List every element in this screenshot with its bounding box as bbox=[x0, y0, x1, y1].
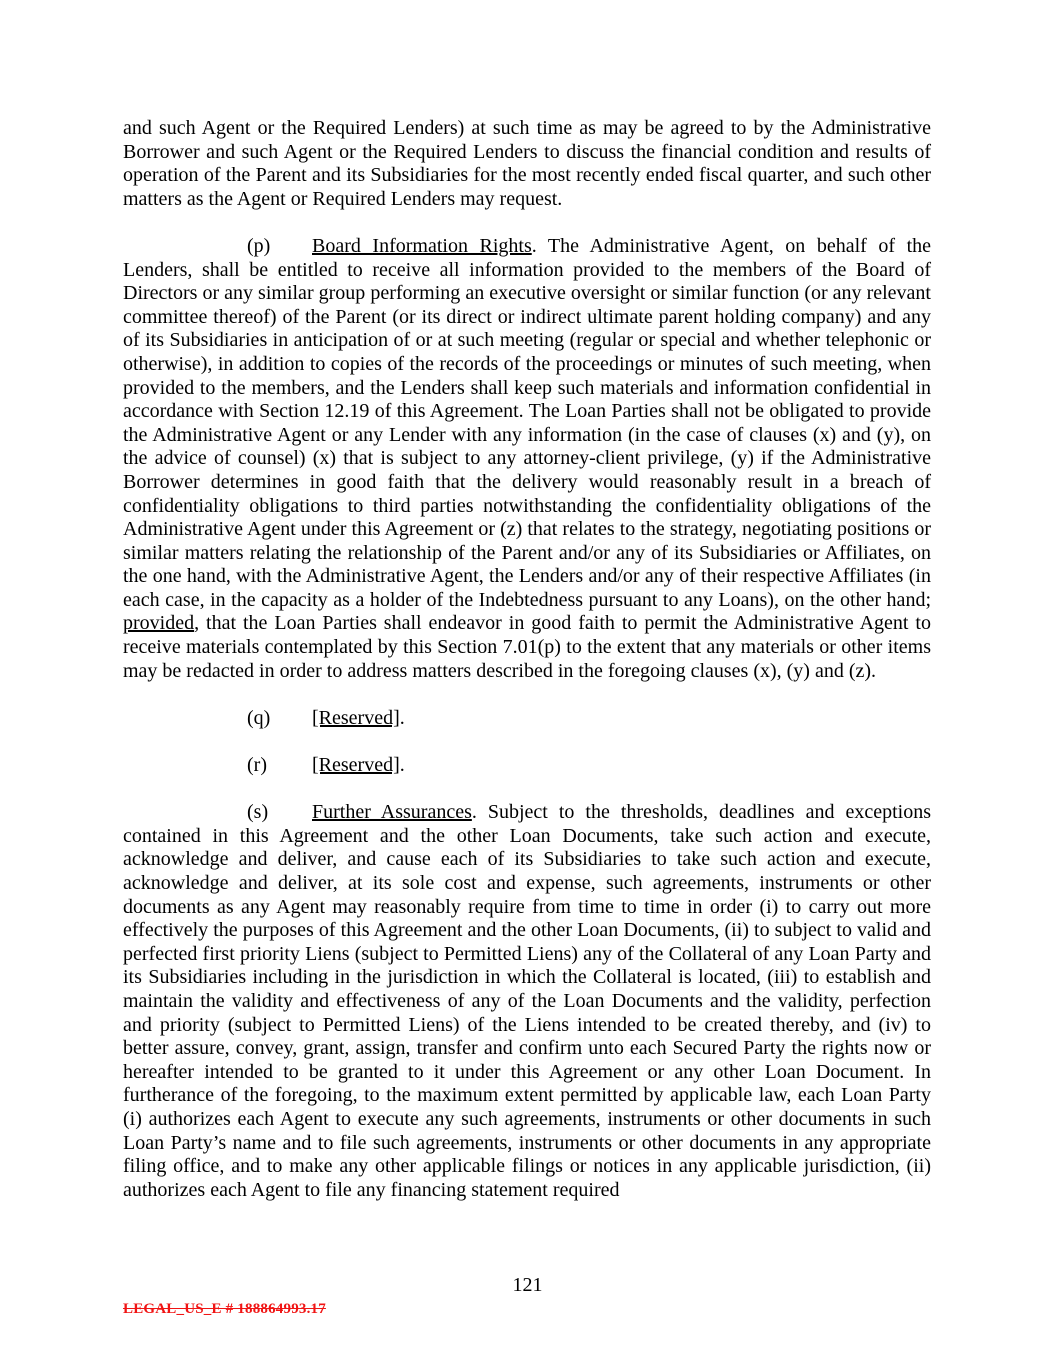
paragraph-continuation-segment-0: and such Agent or the Required Lenders) at such time as may be agreed to by the Administrative Borrower and such Agent or the Required Lenders to discuss the financial condition and results of operation of the Parent and its Subsidiaries for the most recently ended fiscal quarter, and such other matters as the Agent or Required Lenders may request. bbox=[123, 117, 931, 210]
clause-r-reserved-segment-1: . bbox=[399, 754, 405, 777]
document-body bbox=[123, 117, 931, 1226]
doc-id-stamp: LEGAL_US_E # 188864993.17 bbox=[123, 1301, 326, 1317]
page-number: 121 bbox=[512, 1274, 543, 1296]
clause-r-reserved-label: (r) bbox=[247, 754, 267, 777]
clause-q-reserved-segment-0: [Reserved] bbox=[312, 706, 400, 729]
clause-r-reserved-segment-0: [Reserved] bbox=[312, 754, 400, 777]
clause-p-board-information-rights-label: (p) bbox=[247, 234, 271, 257]
clause-q-reserved-segment-1: . bbox=[399, 706, 405, 729]
clause-s-further-assurances-label: (s) bbox=[247, 801, 269, 824]
clause-p-board-information-rights-segment-3: , that the Loan Parties shall endeavor in good faith to permit the Administrative Agent to receive materials contemplated by this Section 7.01(p) to the extent that any materials or other items may be redacted in order to address matters described in the foregoing clauses (x), (y) and (z). bbox=[123, 612, 931, 682]
clause-r-reserved bbox=[123, 754, 931, 778]
clause-s-further-assurances-segment-1: . Subject to the thresholds, deadlines and exceptions contained in this Agreement and the other Loan Documents, take such action and execute, acknowledge and deliver, and cause each of its Subsidiaries to take such action and execute, acknowledge and deliver, at its sole cost and expense, such agreements, instruments or other documents as any Agent may reasonably require from time to time in order (i) to carry out more effectively the purposes of this Agreement and the other Loan Documents, (ii) to subject to valid and perfected first priority Liens (subject to Permitted Liens) any of the Collateral of any Loan Party and its Subsidiaries including in the jurisdiction in which the Collateral is located, (iii) to establish and maintain the validity and effectiveness of any of the Loan Documents and the validity, perfection and priority (subject to Permitted Liens) of the Liens intended to be created thereby, and (iv) to better assure, convey, grant, assign, transfer and confirm unto each Secured Party the rights now or hereafter intended to be granted to it under this Agreement or any other Loan Document. In furtherance of the foregoing, to the maximum extent permitted by applicable law, each Loan Party (i) authorizes each Agent to execute any such agreements, instruments or other documents in such Loan Party’s name and to file such agreements, instruments or other documents in any appropriate filing office, and to make any other applicable filings or notices in any applicable jurisdiction, (ii) authorizes each Agent to file any financing statement required bbox=[123, 801, 931, 1201]
clause-p-board-information-rights-segment-1: . The Administrative Agent, on behalf of the Lenders, shall be entitled to receive all information provided to the members of the Board of Directors or any similar group performing an executive oversight or similar function (or any relevant committee thereof) of the Parent (or its direct or indirect ultimate parent holding company) and any of its Subsidiaries in anticipation of or at such meeting (regular or special and whether telephonic or otherwise), in addition to copies of the records of the proceedings or minutes of such meeting, when provided to the members, and the Lenders shall keep such materials and information confidential in accordance with Section 12.19 of this Agreement. The Loan Parties shall not be obligated to provide the Administrative Agent or any Lender with any information (in the case of clauses (x) and (y), on the advice of counsel) (x) that is subject to any attorney-client privilege, (y) if the Administrative Borrower determines in good faith that the delivery would reasonably result in a breach of confidentiality obligations to third parties notwithstanding the confidentiality obligations of the Administrative Agent under this Agreement or (z) that relates to the strategy, negotiating positions or similar matters relating the relationship of the Parent and/or any of its Subsidiaries or Affiliates, on the one hand, with the Administrative Agent, the Lenders and/or any of their respective Affiliates (in each case, in the capacity as a holder of the Indebtedness pursuant to any Loans), on the other hand; bbox=[123, 234, 931, 611]
paragraph-continuation bbox=[123, 117, 931, 211]
clause-s-further-assurances bbox=[123, 801, 931, 1202]
clause-p-board-information-rights-segment-2: provided bbox=[123, 612, 195, 635]
clause-p-board-information-rights bbox=[123, 235, 931, 683]
clause-q-reserved bbox=[123, 707, 931, 731]
clause-q-reserved-label: (q) bbox=[247, 706, 271, 729]
clause-s-further-assurances-segment-0: Further Assurances bbox=[312, 801, 472, 824]
clause-p-board-information-rights-segment-0: Board Information Rights bbox=[312, 234, 532, 257]
